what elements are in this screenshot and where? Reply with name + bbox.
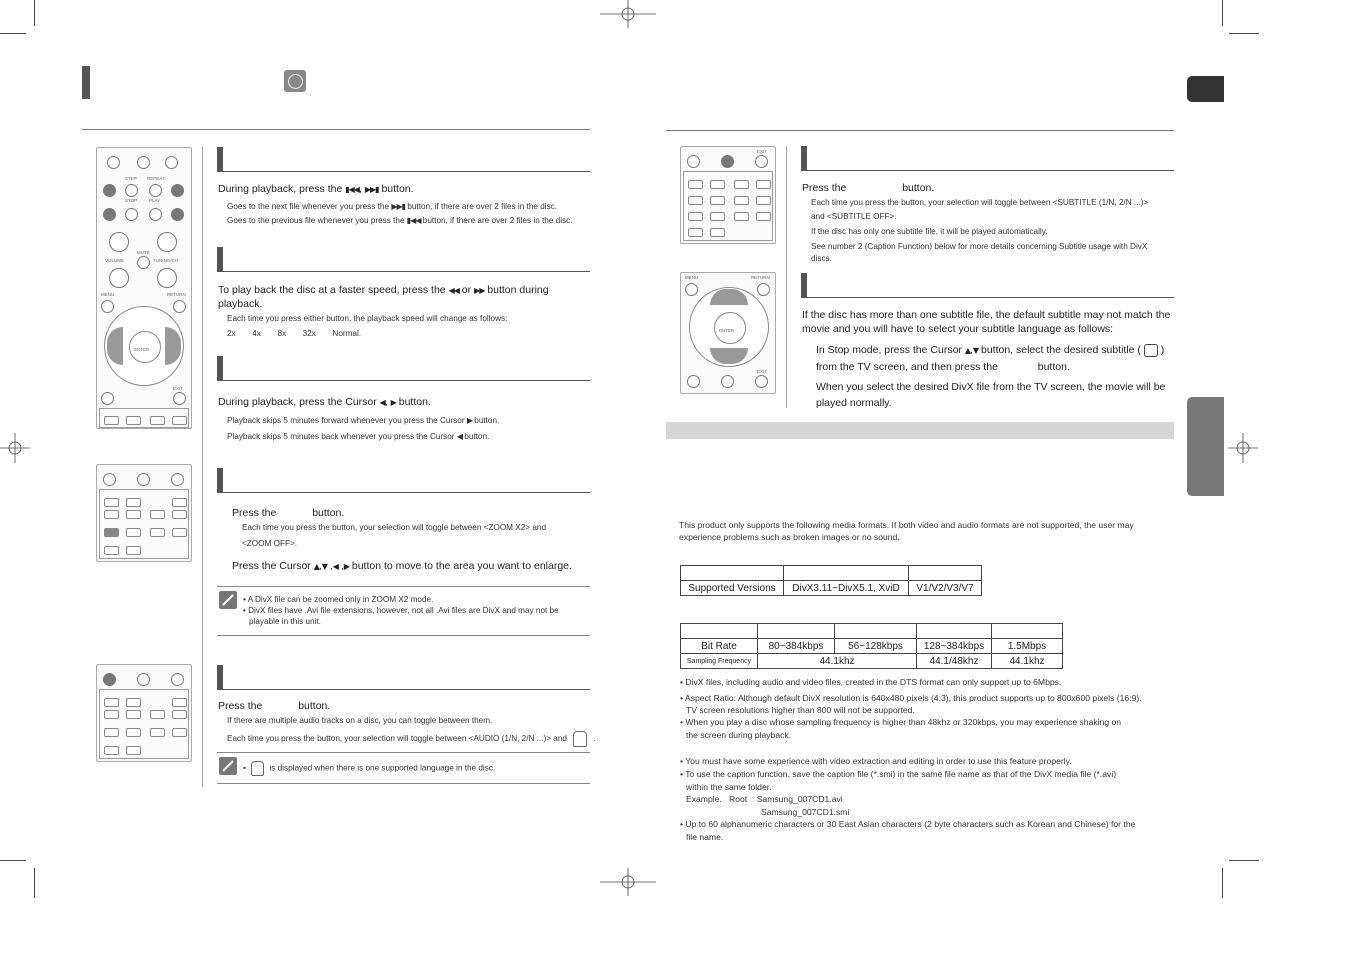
- audio-format-table: [680, 623, 1063, 669]
- table-cell: 80~384kbps: [758, 639, 835, 654]
- registration-mark: [0, 433, 30, 463]
- mo-st-key: [126, 510, 141, 519]
- mode-key: [104, 416, 119, 425]
- mode-key: [104, 498, 119, 507]
- remote-label: MENU: [101, 292, 115, 297]
- ez-view-key: [126, 746, 141, 755]
- zoom-note-1: • A DivX file can be zoomed only in ZOOM X2 mode.: [243, 595, 434, 604]
- stop-button: [125, 208, 138, 221]
- info-key: [172, 416, 187, 425]
- caption-note: Samsung_007CD1.smi: [761, 807, 850, 817]
- note-pencil-icon: [219, 591, 237, 609]
- skip-next-button: [171, 184, 184, 197]
- zero-button: [137, 156, 150, 169]
- test-tone-key: [150, 510, 165, 519]
- crop-mark: [1229, 33, 1259, 34]
- crop-mark: [34, 868, 35, 898]
- formats-intro-2: experience problems such as broken images or no sound.: [679, 532, 900, 542]
- lang-line-6: played normally.: [816, 397, 892, 409]
- caption-note: • Up to 60 alphanumeric characters or 30 East Asian characters (2 byte characters such as Korean and Chinese) for the: [680, 819, 1136, 829]
- remote-label: EXIT: [757, 149, 768, 154]
- remote-label: ENTER: [719, 328, 735, 333]
- zoom-note-box: [217, 586, 590, 636]
- subtitle-line-3: If the disc has only one subtitle file, it will be played automatically.: [811, 227, 1048, 236]
- zoom-key: [104, 728, 119, 737]
- mode-key: [688, 180, 703, 189]
- remote-label: VOLUME: [105, 258, 125, 263]
- section-header-audio: [217, 665, 590, 690]
- fast-intro-cont: playback.: [218, 298, 263, 310]
- table-cell: 1.5Mbps: [992, 639, 1063, 654]
- crop-mark: [0, 33, 26, 34]
- exit-button: [173, 392, 186, 405]
- table-cell: Supported Versions: [681, 581, 784, 596]
- dsp-key: [150, 416, 165, 425]
- ez-view-key: [126, 546, 141, 555]
- registration-mark: [600, 868, 656, 896]
- speed-item: 8x: [277, 329, 287, 338]
- chapter-tab: [1187, 76, 1224, 102]
- skip-line-2: Goes to the previous file whenever you press the ▮◀◀ button, if there are over 2 files in the disc.: [227, 216, 573, 225]
- section-header-skip-5min: [217, 356, 590, 381]
- cursor-down-icon: ▼: [972, 346, 979, 355]
- table-cell: 44.1khz: [758, 654, 917, 669]
- slow-key: [710, 196, 725, 205]
- effect-key: [126, 498, 141, 507]
- audio-note-box: [217, 752, 590, 784]
- return-button: [173, 300, 186, 313]
- audio-line-2: Each time you press the button, your selection will toggle between <AUDIO (1/N, 2/N ...)> and .: [227, 731, 596, 747]
- fast-intro: To play back the disc at a faster speed, press the ◀◀ or ▶▶ button during: [218, 284, 549, 296]
- crop-mark: [34, 0, 35, 26]
- crop-mark: [0, 860, 26, 861]
- format-note: the screen during playback.: [686, 730, 792, 740]
- lang-line-2: movie and you will have to select your subtitle language as follows:: [802, 323, 1114, 335]
- subtitle-line-5: discs.: [811, 254, 832, 263]
- zoom-key: [104, 528, 119, 537]
- zoom-note-2: • DivX files have .Avi file extensions, however, not all .Avi files are DivX and may not be: [243, 606, 559, 615]
- skip-prev-button: [103, 184, 116, 197]
- skip5-line-2: Playback skips 5 minutes back whenever you press the Cursor ◀ button.: [227, 432, 490, 441]
- volume-down-button: [109, 268, 129, 288]
- fast-forward-icon: ▶▶: [474, 286, 485, 295]
- zoom-key: [688, 212, 703, 221]
- audio-button: [101, 392, 114, 405]
- sound-edit-key: [756, 196, 771, 205]
- exit-button: [755, 375, 768, 388]
- subtitle-button: [721, 155, 734, 168]
- test-tone-key: [150, 710, 165, 719]
- rewind-button: [103, 208, 116, 221]
- subtitle-button: [721, 375, 734, 388]
- caption-note: file name.: [686, 832, 724, 842]
- fast-forward-button: [171, 208, 184, 221]
- rewind-icon: ◀◀: [448, 286, 459, 295]
- navigation-dial: [689, 287, 769, 367]
- table-cell: Bit Rate: [681, 639, 758, 654]
- crop-mark: [1222, 868, 1223, 898]
- zoom-line-3: Press the Cursor ▲,▼ ,◀ ,▶ button to move to the area you want to enlarge.: [232, 560, 572, 572]
- audio-line-1: If there are multiple audio tracks on a disc, you can toggle between them.: [227, 716, 493, 725]
- subtitle-icon: [1144, 344, 1158, 357]
- remote-label: REPEAT: [147, 176, 165, 181]
- caption-note: within the same folder.: [686, 782, 772, 792]
- info-key: [756, 180, 771, 189]
- side-index-tab: [1187, 397, 1224, 496]
- remote-label: MUTE: [137, 250, 150, 255]
- cursor-down-icon: ▼: [321, 562, 327, 571]
- table-cell: 56~128kbps: [835, 639, 917, 654]
- table-cell: V1/V2/V3/V7: [909, 581, 982, 596]
- remote-label: RETURN: [167, 292, 186, 297]
- function-panel: [683, 171, 773, 241]
- lang-line-3: In Stop mode, press the Cursor ▲,▼ button, select the desired subtitle ( ): [816, 344, 1165, 356]
- section-header-skip: [217, 147, 590, 172]
- remote-control-illustration: [96, 147, 192, 429]
- remote-control-illustration: [96, 464, 192, 562]
- audio-button: [103, 473, 116, 486]
- speed-item: 32x: [302, 329, 316, 338]
- test-tone-key: [734, 196, 749, 205]
- formats-intro-1: This product only supports the following media formats. If both video and audio formats are not supported, the user may: [679, 520, 1134, 530]
- sleep-key: [104, 546, 119, 555]
- exit-button: [171, 673, 184, 686]
- digest-key: [756, 212, 771, 221]
- repeat-button: [149, 184, 162, 197]
- function-panel: [99, 689, 189, 759]
- function-panel: [99, 489, 189, 559]
- cursor-left-icon: ◀: [379, 398, 385, 407]
- cursor-up-icon: ▲: [964, 346, 970, 355]
- dsp-key: [734, 180, 749, 189]
- table-cell: 128~384kbps: [917, 639, 992, 654]
- note-pencil-icon: [219, 757, 237, 775]
- cursor-left-icon: ◀: [456, 432, 462, 441]
- remote-label: PLAY: [149, 198, 161, 203]
- format-note: • When you play a disc whose sampling frequency is higher than 48khz or 320kbps, you may experience shaking on: [680, 717, 1122, 727]
- format-note: • Aspect Ratio: Although default DivX resolution is 640x480 pixels (4:3), this product supports up to 800x600 pixels (16:9).: [680, 693, 1142, 703]
- cursor-right-icon: ▶: [466, 416, 472, 425]
- speed-list: [227, 328, 361, 340]
- remote-label: TUNING/CH: [153, 258, 178, 263]
- logo-key: [126, 528, 141, 537]
- remote-label: STEP: [125, 176, 137, 181]
- crop-mark: [1222, 0, 1223, 26]
- table-row: [681, 639, 1063, 654]
- zoom-intro: Press the button.: [232, 507, 345, 519]
- slide-mode-key: [734, 212, 749, 221]
- slide-mode-key: [150, 728, 165, 737]
- cursor-right-icon: ▶: [343, 562, 349, 571]
- remote-label: EXIT: [173, 386, 184, 391]
- hand-icon: [573, 731, 587, 747]
- title-bar-marker: [82, 66, 90, 99]
- section-header-subtitle: [801, 146, 1174, 171]
- exit-button: [171, 473, 184, 486]
- skip-prev-icon: ▮◀◀: [345, 185, 359, 194]
- mute-button: [137, 256, 150, 269]
- subtitle-button: [137, 473, 150, 486]
- logo-key: [126, 728, 141, 737]
- ez-view-key: [710, 228, 725, 237]
- mode-key: [104, 698, 119, 707]
- speed-item: 2x: [227, 329, 236, 338]
- sleep-key: [688, 228, 703, 237]
- zoom-note-3: playable in this unit.: [249, 617, 321, 626]
- crop-mark: [1229, 860, 1259, 861]
- cursor-right-icon: ▶: [390, 398, 396, 407]
- lang-line-5: When you select the desired DivX file from the TV screen, the movie will be: [816, 381, 1166, 393]
- lang-line-1: If the disc has more than one subtitle file, the default subtitle may not match the: [802, 309, 1171, 321]
- table-cell: Sampling Frequency: [681, 654, 758, 669]
- registration-mark: [600, 0, 656, 28]
- header-rule: [82, 129, 590, 130]
- disc-icon: [284, 70, 306, 92]
- exit-button: [755, 155, 768, 168]
- caption-note: • To use the caption function, save the caption file (*.smi) in the same file name as that of the DivX media file (*.avi): [680, 769, 1117, 779]
- tuner-memory-key: [688, 196, 703, 205]
- subtitle-line-4: See number 2 (Caption Function) below for more details concerning Subtitle usage with DivX: [811, 242, 1148, 251]
- step-button: [125, 184, 138, 197]
- cancel-button: [165, 156, 178, 169]
- skip-prev-icon: ▮◀◀: [406, 216, 421, 225]
- tuner-memory-key: [104, 710, 119, 719]
- volume-up-button: [109, 232, 129, 252]
- sound-edit-key: [172, 510, 187, 519]
- subtitle-button: [137, 673, 150, 686]
- remote-control-illustration: [680, 146, 776, 244]
- speed-item: Normal.: [332, 329, 362, 338]
- sound-edit-key: [172, 710, 187, 719]
- registration-mark: [1228, 433, 1258, 463]
- header-rule: [666, 130, 1174, 131]
- column-divider: [202, 147, 203, 787]
- tuning-up-button: [157, 232, 177, 252]
- table-cell: 44.1khz: [992, 654, 1063, 669]
- section-header-zoom: [217, 468, 590, 493]
- table-row: [681, 654, 1063, 669]
- cursor-up-icon: ▲: [313, 562, 319, 571]
- subtitle-intro: Press the button.: [802, 182, 935, 194]
- zoom-line-1: Each time you press the button, your selection will toggle between <ZOOM X2> and: [242, 523, 547, 532]
- formats-heading-band: [666, 422, 1174, 439]
- lang-line-4: from the TV screen, and then press the button.: [816, 361, 1070, 373]
- digest-key: [172, 728, 187, 737]
- remain-button: [107, 156, 120, 169]
- effect-key: [126, 698, 141, 707]
- audio-button: [103, 673, 116, 686]
- subtitle-line-2: and <SUBTITLE OFF>.: [811, 212, 897, 221]
- cursor-left-icon: ◀: [332, 562, 338, 571]
- remote-label: RETURN: [751, 275, 770, 280]
- skip-line-1: Goes to the next file whenever you press the ▶▶▮ button, if there are over 2 files in the disc.: [227, 202, 558, 211]
- table-row: [681, 566, 982, 581]
- menu-button: [685, 283, 698, 296]
- table-cell: 44.1/48khz: [917, 654, 992, 669]
- section-header-subtitle-language: [801, 273, 1174, 298]
- table-row: [681, 581, 982, 596]
- skip5-line-1: Playback skips 5 minutes forward whenever you press the Cursor ▶ button.: [227, 416, 500, 425]
- effect-key: [126, 416, 141, 425]
- audio-button: [687, 375, 700, 388]
- navigation-dial: [104, 306, 184, 386]
- remote-label: EXIT: [757, 369, 768, 374]
- caption-note: • You must have some experience with video extraction and editing in order to use this feature properly.: [680, 756, 1072, 766]
- section-header-fast-playback: [217, 247, 590, 272]
- format-note: TV screen resolutions higher than 800 will not be supported.: [686, 705, 915, 715]
- audio-button: [687, 155, 700, 168]
- slow-key: [126, 710, 141, 719]
- column-divider: [786, 146, 787, 408]
- slide-mode-key: [150, 528, 165, 537]
- hand-icon: [251, 761, 264, 776]
- remote-label: MENU: [685, 275, 699, 280]
- logo-key: [710, 212, 725, 221]
- subtitle-line-1: Each time you press the button, your selection will toggle between <SUBTITLE (1/N, 2/N ...)>: [811, 198, 1149, 207]
- remote-label: ENTER: [134, 347, 150, 352]
- remote-label: STOP: [125, 198, 138, 203]
- info-key: [172, 698, 187, 707]
- effect-key: [710, 180, 725, 189]
- speed-item: 4x: [252, 329, 261, 338]
- digest-key: [172, 528, 187, 537]
- audio-intro: Press the button.: [218, 700, 331, 712]
- sleep-key: [104, 746, 119, 755]
- menu-button: [101, 300, 114, 313]
- skip5-intro: During playback, press the Cursor ◀, ▶ button.: [218, 396, 431, 408]
- video-format-table: [680, 565, 982, 596]
- zoom-line-2: <ZOOM OFF>.: [242, 539, 298, 548]
- return-button: [757, 283, 770, 296]
- format-note: • DivX files, including audio and video files, created in the DTS format can only support up to 6Mbps.: [680, 677, 1062, 687]
- skip-next-icon: ▶▶▮: [364, 185, 379, 194]
- table-row: [681, 624, 1063, 639]
- table-cell: DivX3.11~DivX5.1, XviD: [784, 581, 909, 596]
- tuner-memory-key: [104, 510, 119, 519]
- function-panel: [99, 408, 189, 428]
- fast-line-1: Each time you press either button, the playback speed will change as follows:: [227, 314, 508, 323]
- caption-note: Example. Root Samsung_007CD1.avi: [686, 794, 843, 804]
- play-pause-button: [149, 208, 162, 221]
- skip-intro: During playback, press the ▮◀◀, ▶▶▮ button.: [218, 183, 414, 195]
- audio-note: • is displayed when there is one supported language in the disc.: [243, 761, 495, 776]
- remote-control-illustration: [680, 272, 776, 394]
- remote-control-illustration: [96, 664, 192, 762]
- info-key: [172, 498, 187, 507]
- tuning-down-button: [157, 268, 177, 288]
- skip-next-icon: ▶▶▮: [391, 202, 406, 211]
